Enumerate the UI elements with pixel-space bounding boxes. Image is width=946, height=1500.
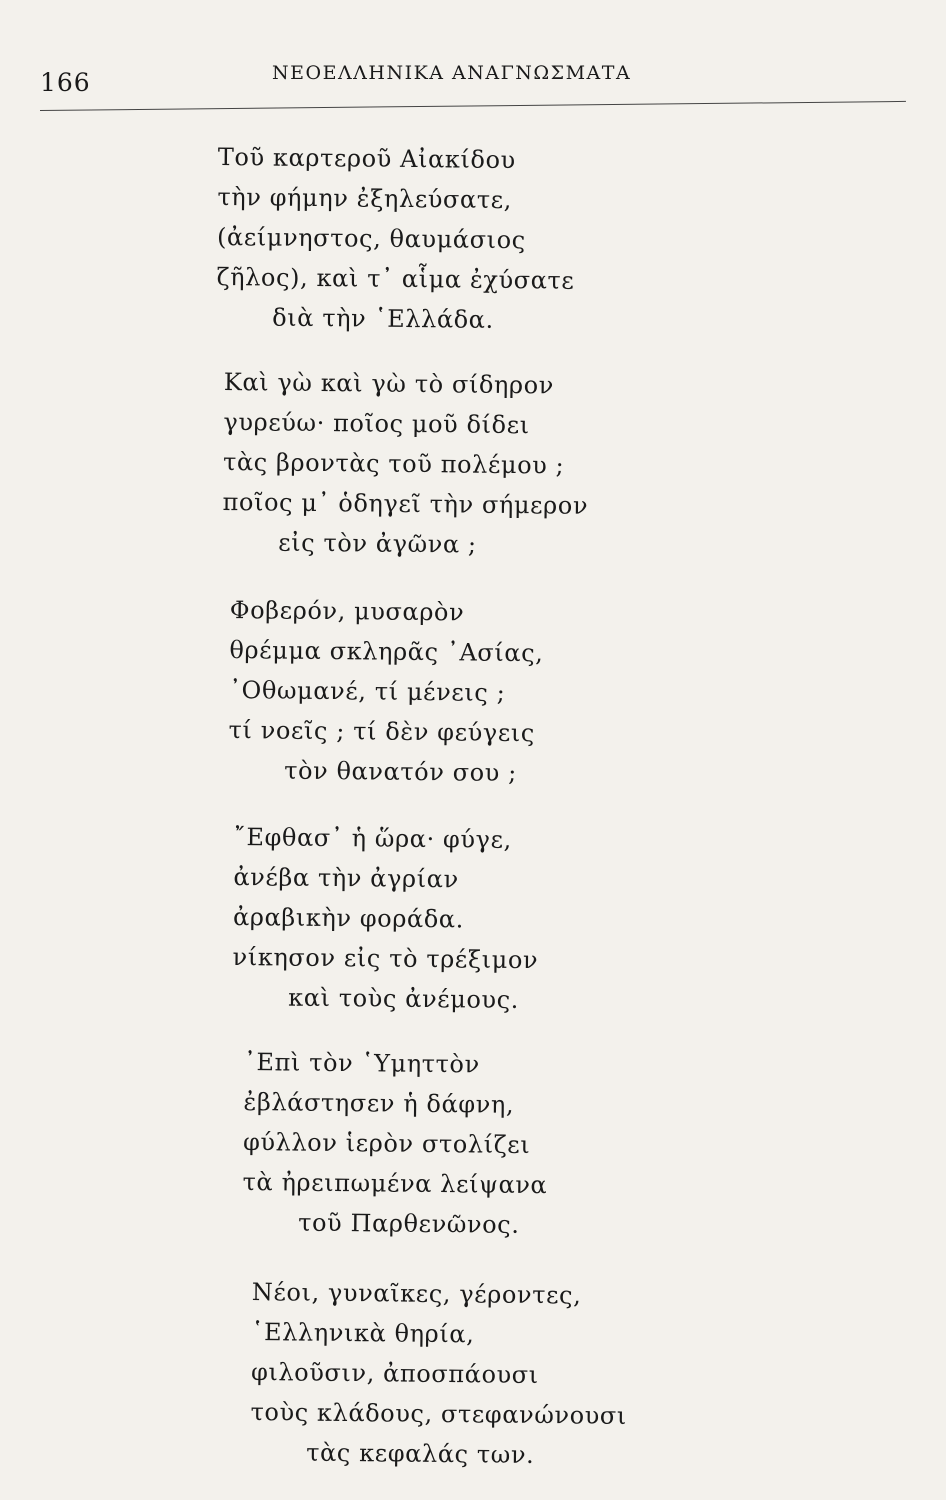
poem-line: φύλλον ἱερὸν στολίζει — [242, 1127, 531, 1160]
poem-line: ῎Εφθασ᾿ ἡ ὥρα· φύγε, — [233, 823, 512, 854]
page-number: 166 — [40, 68, 91, 97]
running-title: ΝΕΟΕΛΛΗΝΙΚΑ ΑΝΑΓΝΩΣΜΑΤΑ — [272, 62, 632, 84]
poem-line: Καὶ γὼ καὶ γὼ τὸ σίδηρον — [223, 368, 555, 400]
poem-line: ζῆλος), καὶ τ᾿ αἷμα ἐχύσατε — [216, 262, 575, 295]
poem-line: ἀνέβα τὴν ἀγρίαν — [233, 862, 459, 894]
poem-line: τὰ ἠρειπωμένα λείψανα — [242, 1167, 548, 1200]
poem-line: ᾿Επὶ τὸν ῾Υμηττὸν — [243, 1048, 480, 1079]
poem-line: γυρεύω· ποῖος μοῦ δίδει — [223, 407, 530, 440]
poem-line: διὰ τὴν ῾Ελλάδα. — [272, 303, 494, 334]
stanza-3 — [228, 596, 830, 788]
poem-line: φιλοῦσιν, ἀποσπάουσι — [250, 1357, 539, 1390]
stanza-5 — [242, 1048, 844, 1239]
poem-line: ποῖος μ᾿ ὁδηγεῖ τὴν σήμερον — [222, 487, 589, 520]
poem-line: εἰς τὸν ἀγῶνα ; — [278, 528, 477, 559]
poem-line: καὶ τοὺς ἀνέμους. — [288, 983, 520, 1014]
stanza-6 — [250, 1278, 852, 1469]
poem-line: ᾿Οθωμανέ, τί μένεις ; — [228, 675, 506, 707]
poem-line: Νέοι, γυναῖκες, γέροντες, — [251, 1278, 582, 1310]
poem-line: Τοῦ καρτεροῦ Αἰακίδου — [217, 143, 516, 175]
poem-line: τί νοεῖς ; τί δὲν φεύγεις — [228, 715, 536, 748]
poem-line: τὰς κεφαλάς των. — [306, 1438, 535, 1469]
poem-line: τὴν φήμην ἐξηλεύσατε, — [217, 182, 513, 215]
stanza-1 — [216, 143, 818, 334]
poem-line: θρέμμα σκληρᾶς ᾿Ασίας, — [229, 635, 544, 668]
poem-line: τὸν θανατόν σου ; — [284, 756, 518, 788]
stanza-2 — [222, 368, 824, 559]
poem-line: νίκησον εἰς τὸ τρέξιμον — [232, 942, 539, 975]
poem-line: ῾Ελληνικὰ θηρία, — [251, 1317, 475, 1349]
poem-line: ἐβλάστησεν ἡ δάφνη, — [243, 1087, 515, 1119]
poem-line: τὰς βροντὰς τοῦ πολέμου ; — [222, 447, 565, 480]
poem-line: τοῦ Παρθενῶνος. — [298, 1208, 520, 1239]
poem-line: Φοβερόν, μυσαρὸν — [229, 596, 465, 627]
poem-line: ἀραβικὴν φοράδα. — [232, 902, 465, 934]
poem-line: (ἀείμνηστος, θαυμάσιος — [216, 222, 526, 255]
poem-line: τοὺς κλάδους, στεφανώνουσι — [250, 1397, 628, 1430]
stanza-4 — [232, 823, 834, 1014]
